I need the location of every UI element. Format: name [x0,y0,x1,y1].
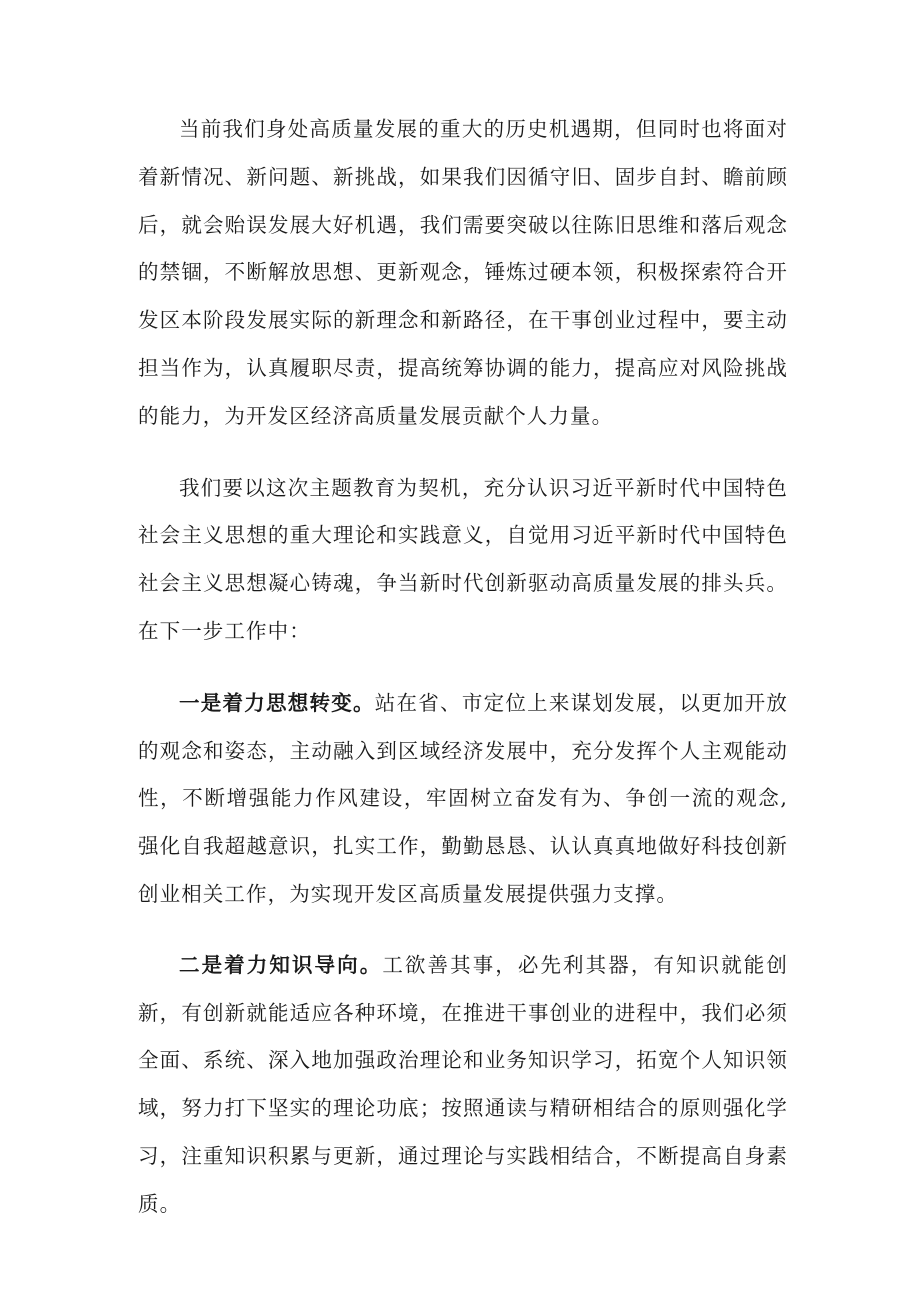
paragraph-3 [138,680,788,919]
paragraph-4-text: 工欲善其事，必先利其器，有知识就能创新，有创新就能适应各种环境，在推进干事创业的进程中，我们必须全面、系统、深入地加强政治理论和业务知识学习，拓宽个人知识领域，努力打下坚实的理论功底；按照通读与精研相结合的原则强化学习，注重知识积累与更新，通过理论与实践相结合，不断提高自身素质。 [138,952,788,1216]
paragraph-4 [138,942,788,1229]
paragraph-2 [138,465,788,656]
paragraph-1 [138,106,788,441]
paragraph-spacer [138,919,788,942]
paragraph-3-text: 站在省、市定位上来谋划发展，以更加开放的观念和姿态，主动融入到区域经济发展中，充分发挥个人主观能动性，不断增强能力作风建设，牢固树立奋发有为、争创一流的观念,强化自我超越意识，扎实工作，勤勤恳恳、认认真真地做好科技创新创业相关工作，为实现开发区高质量发展提供强力支撑。 [138,690,788,906]
paragraph-spacer [138,656,788,680]
paragraph-3-heading: 一是着力思想转变。 [179,690,375,715]
paragraph-1-text: 当前我们身处高质量发展的重大的历史机遇期，但同时也将面对着新情况、新问题、新挑战，如果我们因循守旧、固步自封、瞻前顾后，就会贻误发展大好机遇，我们需要突破以往陈旧思维和落后观念的禁锢，不断解放思想、更新观念，锤炼过硬本领，积极探索符合开发区本阶段发展实际的新理念和新路径，在干事创业过程中，要主动担当作为，认真履职尽责，提高统筹协调的能力，提高应对风险挑战的能力，为开发区经济高质量发展贡献个人力量。 [138,117,788,428]
paragraph-2-text: 我们要以这次主题教育为契机，充分认识习近平新时代中国特色社会主义思想的重大理论和实践意义，自觉用习近平新时代中国特色社会主义思想凝心铸魂，争当新时代创新驱动高质量发展的排头兵。在下一步工作中： [138,475,788,643]
paragraph-4-heading: 二是着力知识导向。 [179,952,383,977]
document-body [138,106,788,1229]
paragraph-spacer [138,441,788,465]
